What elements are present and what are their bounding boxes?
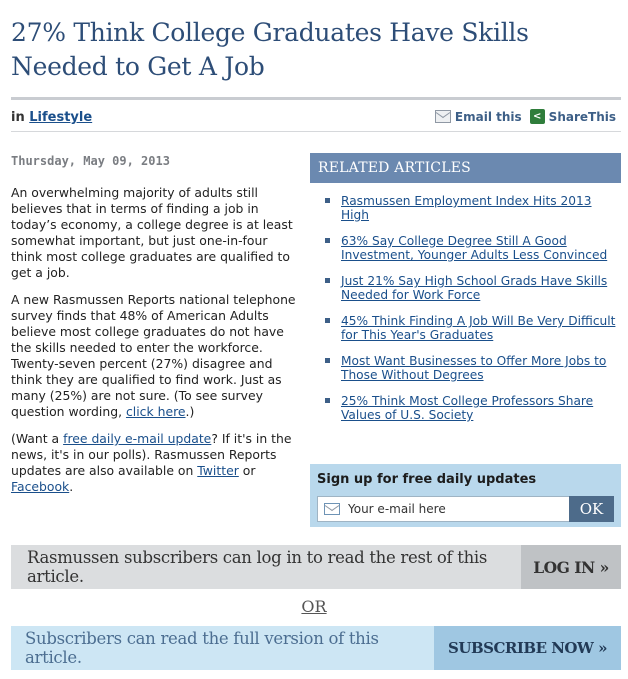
subscribe-banner — [11, 626, 621, 670]
or-divider — [0, 597, 628, 616]
paragraph-2-end: .) — [185, 404, 195, 419]
twitter-link[interactable]: Twitter — [197, 463, 239, 478]
signup-ok-button[interactable]: OK — [569, 496, 614, 522]
share-this-label: ShareThis — [548, 109, 616, 124]
facebook-link[interactable]: Facebook — [11, 479, 70, 494]
category-divider — [11, 131, 621, 132]
related-articles-header: RELATED ARTICLES — [310, 153, 621, 183]
envelope-icon — [435, 110, 451, 123]
bullet-icon — [325, 318, 330, 323]
login-button[interactable]: LOG IN » — [521, 545, 621, 589]
related-article-link[interactable]: Rasmussen Employment Index Hits 2013 High — [341, 194, 592, 222]
bullet-icon — [325, 278, 330, 283]
related-article-link[interactable]: Most Want Businesses to Offer More Jobs to Those Without Degrees — [341, 354, 607, 382]
category-prefix: in — [11, 110, 25, 125]
related-articles — [310, 153, 621, 433]
related-article-link[interactable]: 25% Think Most College Professors Share Values of U.S. Society — [341, 394, 594, 422]
category-link[interactable]: Lifestyle — [29, 110, 93, 125]
related-article-item — [325, 194, 621, 222]
subscribe-button[interactable]: SUBSCRIBE NOW » — [434, 626, 621, 670]
paragraph-3-d: . — [69, 479, 74, 494]
header-divider — [11, 97, 621, 100]
related-articles-list — [310, 183, 621, 422]
signup-box — [310, 464, 621, 527]
bullet-icon — [325, 198, 330, 203]
bullet-icon — [325, 358, 330, 363]
article-body — [11, 185, 299, 506]
article-date: Thursday, May 09, 2013 — [11, 154, 170, 168]
related-article-item — [325, 274, 621, 302]
signup-title: Sign up for free daily updates — [317, 472, 537, 487]
envelope-icon — [324, 503, 340, 515]
related-article-link[interactable]: 45% Think Finding A Job Will Be Very Difficult for This Year's Graduates — [341, 314, 616, 342]
paragraph-2-text: A new Rasmussen Reports national telephone survey finds that 48% of American Adults believe most college graduates do not have the skills needed to enter the workforce. Twenty-seven percent (27%) disagree and think they are qualified to find work. Just as many (25%) are not sure. (To see survey question wording, — [11, 292, 296, 419]
related-article-item — [325, 314, 621, 342]
paragraph-1: An overwhelming majority of adults still believes that in terms of finding a job in today’s economy, a college degree is at least somewhat important, but just one-in-four think most college graduates are qualified to get a job. — [11, 185, 293, 280]
related-article-item — [325, 234, 621, 262]
paragraph-2 — [11, 292, 299, 420]
email-update-link[interactable]: free daily e-mail update — [63, 431, 212, 446]
or-link[interactable]: OR — [301, 597, 327, 616]
login-banner — [11, 545, 621, 589]
subscribe-message: Subscribers can read the full version of this article. — [25, 629, 379, 667]
paragraph-3 — [11, 431, 299, 495]
paragraph-3-a: (Want a — [11, 431, 64, 446]
related-article-link[interactable]: 63% Say College Degree Still A Good Investment, Younger Adults Less Convinced — [341, 234, 608, 262]
paragraph-3-b: ? If it's in the news, it's in our polls). Rasmussen Reports updates are also available on — [11, 431, 292, 478]
email-this-button[interactable] — [435, 110, 522, 124]
bullet-icon — [325, 238, 330, 243]
paragraph-3-c: or — [238, 463, 256, 478]
related-article-link[interactable]: Just 21% Say High School Grads Have Skills Needed for Work Force — [341, 274, 608, 302]
category-line — [11, 110, 92, 125]
related-article-item — [325, 394, 621, 422]
related-article-item — [325, 354, 621, 382]
click-here-link[interactable]: click here — [125, 404, 186, 419]
bullet-icon — [325, 398, 330, 403]
email-input[interactable] — [348, 502, 558, 516]
article-title: 27% Think College Graduates Have Skills Needed to Get A Job — [11, 18, 529, 81]
email-this-label: Email this — [454, 109, 522, 124]
share-tools — [435, 109, 616, 124]
share-icon: < — [530, 109, 545, 124]
share-this-button[interactable] — [530, 109, 616, 124]
login-message: Rasmussen subscribers can log in to read the rest of this article. — [27, 548, 488, 586]
email-field-wrapper — [317, 496, 570, 522]
